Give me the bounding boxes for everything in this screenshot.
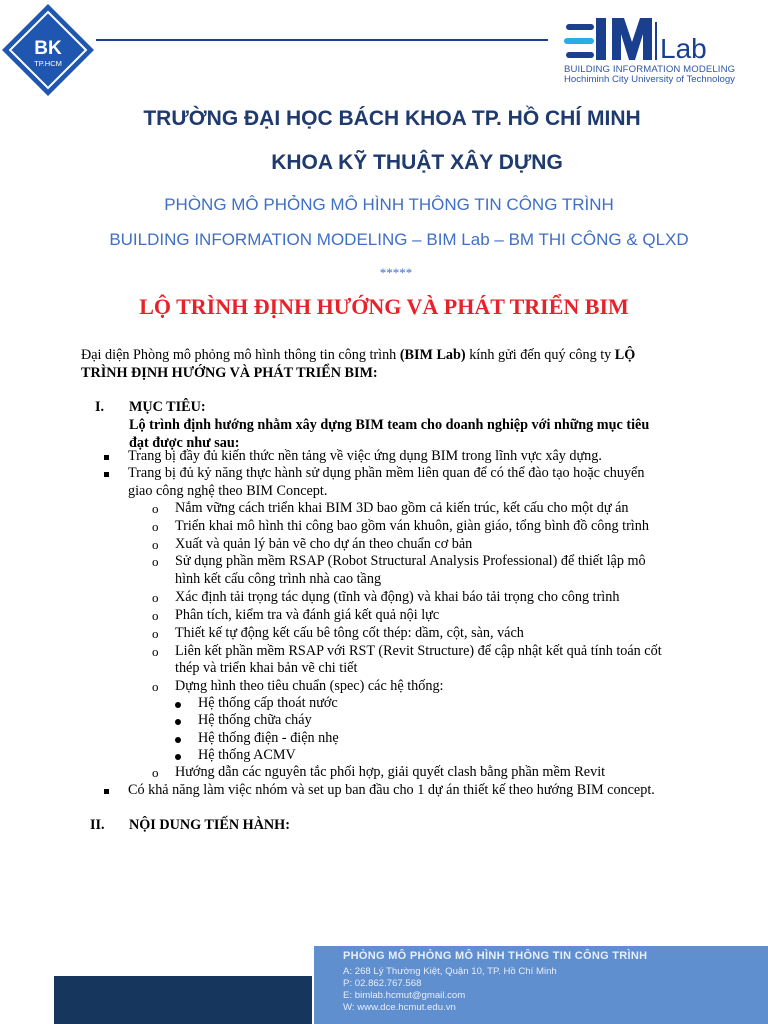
footer-dark-band [54,976,312,1024]
intro-text: Đại diện Phòng mô phỏng mô hình thông tin công trình [81,347,400,363]
bim-logo-lab-text: Lab [660,33,707,64]
dot-bullet [175,719,181,725]
circle-bullet: o [152,554,159,569]
intro-text-2: kính gửi đến quý công ty [465,347,615,363]
dot-bullet [175,737,181,743]
sub-item: Phân tích, kiểm tra và đánh giá kết quả nội lực [175,607,440,623]
lab-name-english: BUILDING INFORMATION MODELING – BIM Lab – BM THI CÔNG & QLXD [109,230,689,249]
section-1-title: MỤC TIÊU: [129,399,206,415]
footer-website[interactable]: W: www.dce.hcmut.edu.vn [343,1002,456,1013]
system-item: Hệ thống chữa cháy [198,712,312,728]
intro-title-b: TRÌNH ĐỊNH HƯỚNG VÀ PHÁT TRIỂN BIM: [81,364,378,381]
bim-logo-university: Hochiminh City University of Technology [564,74,735,85]
system-item: Hệ thống ACMV [198,747,296,763]
bullet-item: Trang bị đầy đủ kiến thức nền tảng về việc ứng dụng BIM trong lĩnh vực xây dựng. [128,448,602,464]
footer-phone: P: 02.862.767.568 [343,978,422,989]
system-item: Hệ thống điện - điện nhẹ [198,730,339,746]
system-item: Hệ thống cấp thoát nước [198,695,338,711]
sub-item: Nắm vững cách triển khai BIM 3D bao gồm cả kiến trúc, kết cấu cho một dự án [175,500,629,516]
sub-item: Dựng hình theo tiêu chuẩn (spec) các hệ thống: [175,678,444,694]
circle-bullet: o [152,519,159,534]
sub-item: Triển khai mô hình thi công bao gồm ván khuôn, giàn giáo, tổng bình đồ công trình [175,518,649,534]
circle-bullet: o [152,765,159,780]
circle-bullet: o [152,608,159,623]
sub-item: Sử dụng phần mềm RSAP (Robot Structural Analysis Professional) để thiết lập mô [175,553,646,569]
header-divider [96,39,548,41]
intro-bim-lab: (BIM Lab) [399,347,466,363]
bullet-item-cont: giao công nghệ theo BIM Concept. [128,483,328,499]
circle-bullet: o [152,501,159,516]
sub-item-cont: thép và triển khai bản vẽ chi tiết [175,660,358,676]
footer-address: A: 268 Lý Thường Kiệt, Quận 10, TP. Hồ Chí Minh [343,966,557,977]
circle-bullet: o [152,626,159,641]
square-bullet [104,472,109,477]
circle-bullet: o [152,537,159,552]
sub-item: Thiết kế tự động kết cấu bê tông cốt thép: dầm, cột, sàn, vách [175,625,524,641]
footer-email[interactable]: E: bimlab.hcmut@gmail.com [343,990,466,1001]
section-2-title: NỘI DUNG TIẾN HÀNH: [129,817,290,833]
circle-bullet: o [152,590,159,605]
intro-paragraph [81,347,721,382]
section-1-desc-line-1: Lộ trình định hướng nhằm xây dựng BIM team cho doanh nghiệp với những mục tiêu [129,417,650,433]
bk-logo-text: BK [34,38,62,59]
document-title: LỘ TRÌNH ĐỊNH HƯỚNG VÀ PHÁT TRIỂN BIM [139,294,629,319]
bk-logo-subtext: TP.HCM [34,59,62,68]
dot-bullet [175,702,181,708]
footer-title: PHÒNG MÔ PHỎNG MÔ HÌNH THÔNG TIN CÔNG TRÌNH [343,950,648,962]
section-1-desc-line-2: đạt được như sau: [129,434,240,451]
bullet-item: Trang bị đủ kỷ năng thực hành sử dụng phần mềm liên quan để có thể đào tạo hoặc chuyển [128,465,645,481]
faculty-name: KHOA KỸ THUẬT XÂY DỰNG [271,151,563,174]
dot-bullet [175,754,181,760]
circle-bullet: o [152,644,159,659]
bullet-item: Có khả năng làm việc nhóm và set up ban đầu cho 1 dự án thiết kế theo hướng BIM concept. [128,782,655,798]
bim-logo-subtitle: BUILDING INFORMATION MODELING [564,64,736,75]
sub-item: Xuất và quản lý bản vẽ cho dự án theo chuẩn cơ bản [175,536,473,552]
square-bullet [104,789,109,794]
intro-title-a: LỘ [614,347,636,363]
separator-stars: ***** [379,265,413,280]
section-1-description [129,417,719,452]
sub-item: Liên kết phần mềm RSAP với RST (Revit Structure) để cập nhật kết quả tính toán cốt [175,643,662,659]
sub-item-cont: hình kết cấu công trình nhà cao tầng [175,571,382,587]
sub-item: Hướng dẫn các nguyên tắc phối hợp, giải quyết clash bằng phần mềm Revit [175,764,606,780]
square-bullet [104,455,109,460]
lab-name-vietnamese: PHÒNG MÔ PHỎNG MÔ HÌNH THÔNG TIN CÔNG TRÌNH [164,195,614,214]
section-1-number: I. [95,399,105,415]
circle-bullet: o [152,679,159,694]
section-2-number: II. [90,817,105,833]
sub-item: Xác định tải trọng tác dụng (tĩnh và động) và khai báo tải trọng cho công trình [175,589,620,605]
bk-university-logo [0,2,96,98]
school-name: TRƯỜNG ĐẠI HỌC BÁCH KHOA TP. HỒ CHÍ MINH [143,107,641,130]
